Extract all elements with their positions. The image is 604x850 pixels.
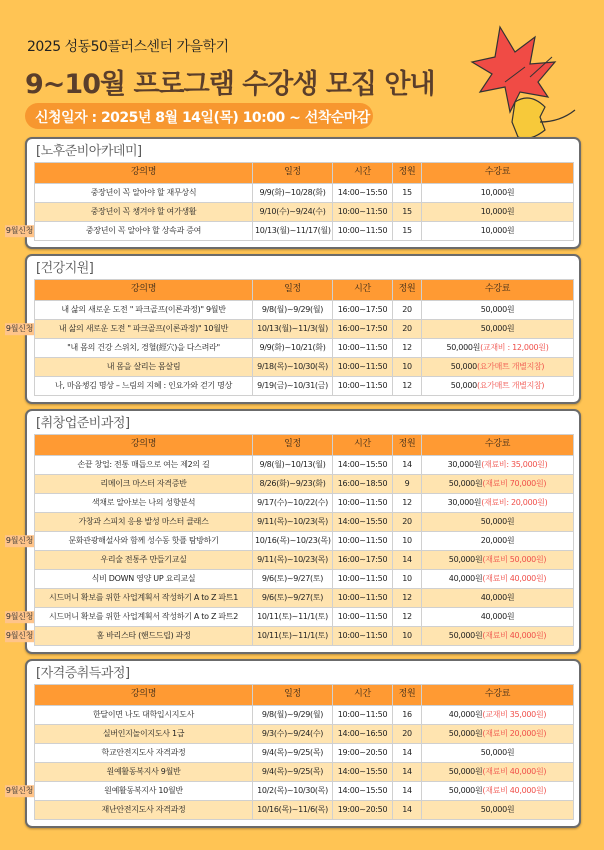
schedule-cell: 10/16(목)~11/6(목): [253, 801, 333, 820]
time-cell: 19:00~20:50: [333, 801, 393, 820]
column-header: 일정: [253, 163, 333, 184]
program-section: [5, 137, 581, 249]
time-cell: 14:00~15:50: [333, 184, 393, 203]
table-row: [35, 744, 574, 763]
schedule-cell: 10/13(월)~11/3(월): [253, 320, 333, 339]
time-cell: 16:00~17:50: [333, 551, 393, 570]
course-name-cell: [35, 725, 253, 744]
column-header: 강의명: [35, 685, 253, 706]
schedule-cell: 9/11(목)~10/23(목): [253, 551, 333, 570]
capacity-cell: 14: [393, 744, 422, 763]
table-row: [35, 222, 574, 241]
fee-note: (재료비: 35,000원): [481, 460, 548, 469]
time-cell: 10:00~11:50: [333, 532, 393, 551]
capacity-cell: 14: [393, 801, 422, 820]
time-cell: 10:00~11:50: [333, 627, 393, 646]
fee: 30,000원: [447, 460, 482, 469]
course-name: 가창과 스피치 응용 발성 마스터 클래스: [78, 517, 209, 526]
table-row: [35, 301, 574, 320]
schedule-cell: 9/3(수)~9/24(수): [253, 725, 333, 744]
autumn-leaves-icon: [460, 22, 590, 152]
fee-cell: [422, 763, 574, 782]
course-name-cell: [35, 358, 253, 377]
capacity-cell: 10: [393, 570, 422, 589]
fee-note: (요가매트 개별지참): [476, 362, 545, 371]
schedule-cell: 10/13(월)~11/17(월): [253, 222, 333, 241]
fee-cell: [422, 301, 574, 320]
september-apply-badge: 9월신청: [5, 324, 33, 334]
course-name-cell: [5, 608, 253, 627]
capacity-cell: 10: [393, 358, 422, 377]
course-name-cell: [35, 475, 253, 494]
course-name: 시드머니 확보를 위한 사업계획서 작성하기 A to Z 파트1: [48, 593, 239, 602]
time-cell: 10:00~11:50: [333, 608, 393, 627]
time-cell: 10:00~11:50: [333, 203, 393, 222]
time-cell: 10:00~11:50: [333, 706, 393, 725]
course-name-cell: [35, 801, 253, 820]
fee: 20,000원: [480, 536, 515, 545]
fee: 40,000원: [448, 710, 483, 719]
table-row: [35, 358, 574, 377]
fee-note: (재료비 70,000원): [482, 479, 547, 488]
capacity-cell: 15: [393, 184, 422, 203]
schedule-cell: 9/8(월)~9/29(월): [253, 301, 333, 320]
fee-note: (재료비 40,000원): [482, 631, 547, 640]
fee-note: (재료비 40,000원): [482, 767, 547, 776]
schedule-cell: 10/11(토)~11/1(토): [253, 627, 333, 646]
fee-cell: [422, 475, 574, 494]
capacity-cell: 14: [393, 456, 422, 475]
time-cell: 14:00~15:50: [333, 763, 393, 782]
course-name: 손끝 창업: 전통 매듭으로 여는 제2의 길: [77, 460, 210, 469]
fee-cell: [422, 589, 574, 608]
fee: 50,000원: [448, 631, 483, 640]
fee: 50,000원: [480, 517, 515, 526]
column-header: 시간: [333, 163, 393, 184]
course-name-cell: [35, 589, 253, 608]
fee: 50,000: [450, 362, 477, 371]
fee: 40,000원: [480, 612, 515, 621]
table-header: [35, 163, 574, 184]
course-name: 학교안전지도사 자격과정: [101, 748, 186, 757]
course-name-cell: [35, 203, 253, 222]
column-header: 강의명: [35, 435, 253, 456]
fee-cell: [422, 222, 574, 241]
fee: 50,000원: [480, 305, 515, 314]
schedule-cell: 10/16(목)~10/23(목): [253, 532, 333, 551]
schedule-cell: 9/6(토)~9/27(토): [253, 589, 333, 608]
time-cell: 10:00~11:50: [333, 589, 393, 608]
course-name-cell: [5, 782, 253, 801]
program-section: [5, 254, 581, 404]
program-table: [5, 279, 574, 396]
program-table: [5, 162, 574, 241]
fee-cell: [422, 570, 574, 589]
course-name: 중장년이 꼭 알아야 할 재무상식: [90, 188, 197, 197]
fee-note: (교재비 : 12,000원): [480, 343, 549, 352]
time-cell: 10:00~11:50: [333, 570, 393, 589]
course-name: 문화관광해설사와 함께 성수동 핫플 탐방하기: [68, 536, 219, 545]
fee-cell: [422, 744, 574, 763]
column-header: 정원: [393, 435, 422, 456]
course-name: 우리술 전통주 만들기교실: [100, 555, 187, 564]
course-name-cell: [35, 301, 253, 320]
fee: 50,000원: [448, 729, 483, 738]
column-header: 강의명: [35, 163, 253, 184]
schedule-cell: 9/18(목)~10/30(목): [253, 358, 333, 377]
fee: 30,000원: [447, 498, 482, 507]
column-header: 수강료: [422, 685, 574, 706]
schedule-cell: 9/19(금)~10/31(금): [253, 377, 333, 396]
fee-cell: [422, 801, 574, 820]
fee-note: (교재비 35,000원): [482, 710, 547, 719]
capacity-cell: 12: [393, 494, 422, 513]
program-section: [5, 409, 581, 654]
table-row: [35, 513, 574, 532]
fee-cell: [422, 532, 574, 551]
program-table: [5, 434, 574, 646]
schedule-cell: 9/11(목)~10/23(목): [253, 513, 333, 532]
time-cell: 16:00~17:50: [333, 320, 393, 339]
table-row: [35, 377, 574, 396]
course-name-cell: [5, 222, 253, 241]
capacity-cell: 12: [393, 377, 422, 396]
course-name: 색채로 알아보는 나의 성향분석: [91, 498, 196, 507]
column-header: 일정: [253, 435, 333, 456]
course-name-cell: [35, 744, 253, 763]
schedule-cell: 9/9(화)~10/21(화): [253, 339, 333, 358]
fee: 50,000원: [448, 767, 483, 776]
section-title: [노후준비아카데미]: [36, 144, 142, 159]
schedule-cell: 9/4(목)~9/25(목): [253, 744, 333, 763]
fee-note: (재료비 40,000원): [482, 574, 547, 583]
course-name: 중장년이 꼭 챙겨야 할 여가생활: [90, 207, 197, 216]
fee-cell: [422, 456, 574, 475]
course-name: 리메이크 마스터 자격증반: [100, 479, 187, 488]
course-name-cell: [35, 456, 253, 475]
table-row: [35, 570, 574, 589]
fee-cell: [422, 627, 574, 646]
subtitle: 2025 성동50플러스센터 가을학기: [27, 39, 229, 55]
course-name: 원예활동복지사 10월반: [104, 786, 183, 795]
fee-cell: [422, 706, 574, 725]
fee-cell: [422, 725, 574, 744]
course-name-cell: [35, 377, 253, 396]
fee: 50,000원: [448, 786, 483, 795]
course-name: 재난안전지도사 자격과정: [101, 805, 186, 814]
time-cell: 10:00~11:50: [333, 339, 393, 358]
course-name-cell: [5, 532, 253, 551]
fee-cell: [422, 320, 574, 339]
course-name: 홈 바리스타 (핸드드립) 과정: [96, 631, 191, 640]
column-header: 시간: [333, 435, 393, 456]
capacity-cell: 12: [393, 339, 422, 358]
time-cell: 10:00~11:50: [333, 377, 393, 396]
course-name-cell: [35, 763, 253, 782]
fee: 40,000원: [448, 574, 483, 583]
column-header: 일정: [253, 685, 333, 706]
time-cell: 16:00~18:50: [333, 475, 393, 494]
program-table: [5, 684, 574, 820]
fee-cell: [422, 203, 574, 222]
schedule-cell: 9/10(수)~9/24(수): [253, 203, 333, 222]
fee-cell: [422, 551, 574, 570]
fee-cell: [422, 494, 574, 513]
table-row: [35, 203, 574, 222]
table-header: [35, 435, 574, 456]
fee-cell: [422, 782, 574, 801]
schedule-cell: 9/6(토)~9/27(토): [253, 570, 333, 589]
september-apply-badge: 9월신청: [5, 226, 33, 236]
time-cell: 14:00~15:50: [333, 456, 393, 475]
course-name: 식비 DOWN 영양 UP 요리교실: [91, 574, 196, 583]
course-name-cell: [35, 184, 253, 203]
time-cell: 14:00~15:50: [333, 513, 393, 532]
fee-note: (재료비 20,000원): [482, 729, 547, 738]
table-row: [35, 532, 574, 551]
section-title: [취창업준비과정]: [36, 416, 130, 431]
capacity-cell: 10: [393, 627, 422, 646]
course-name-cell: [5, 627, 253, 646]
course-name: 내 몸을 살리는 몸살림: [106, 362, 181, 371]
table-row: [35, 608, 574, 627]
course-name-cell: [35, 339, 253, 358]
column-header: 수강료: [422, 280, 574, 301]
schedule-cell: 9/8(월)~9/29(월): [253, 706, 333, 725]
capacity-cell: 14: [393, 782, 422, 801]
table-header: [35, 280, 574, 301]
fee-cell: [422, 358, 574, 377]
schedule-cell: 10/11(토)~11/1(토): [253, 608, 333, 627]
fee-cell: [422, 377, 574, 396]
table-header: [35, 685, 574, 706]
course-name-cell: [35, 551, 253, 570]
table-row: [35, 551, 574, 570]
time-cell: 10:00~11:50: [333, 358, 393, 377]
september-apply-badge: 9월신청: [5, 631, 33, 641]
schedule-cell: 9/8(월)~10/13(월): [253, 456, 333, 475]
fee: 10,000원: [480, 188, 515, 197]
capacity-cell: 16: [393, 706, 422, 725]
capacity-cell: 20: [393, 513, 422, 532]
column-header: 정원: [393, 280, 422, 301]
table-row: [35, 725, 574, 744]
time-cell: 16:00~17:50: [333, 301, 393, 320]
course-name-cell: [35, 494, 253, 513]
table-row: [35, 782, 574, 801]
column-header: 일정: [253, 280, 333, 301]
capacity-cell: 15: [393, 203, 422, 222]
application-date-banner: 신청일자 : 2025년 8월 14일(목) 10:00 ~ 선착순마감: [25, 103, 373, 129]
table-row: [35, 763, 574, 782]
capacity-cell: 10: [393, 532, 422, 551]
september-apply-badge: 9월신청: [5, 786, 33, 796]
fee-note: (재료비 50,000원): [482, 555, 547, 564]
fee: 50,000원: [448, 555, 483, 564]
capacity-cell: 12: [393, 589, 422, 608]
column-header: 수강료: [422, 435, 574, 456]
column-header: 수강료: [422, 163, 574, 184]
fee-note: (재료비 40,000원): [482, 786, 547, 795]
column-header: 정원: [393, 163, 422, 184]
column-header: 시간: [333, 685, 393, 706]
capacity-cell: 20: [393, 725, 422, 744]
course-name: 중장년이 꼭 알아야 할 상속과 증여: [85, 226, 202, 235]
schedule-cell: 9/9(화)~10/28(화): [253, 184, 333, 203]
table-row: [35, 339, 574, 358]
page-title: 9~10월 프로그램 수강생 모집 안내: [25, 69, 435, 100]
course-name: 한달이면 나도 대학입시지도사: [92, 710, 195, 719]
schedule-cell: 9/4(목)~9/25(목): [253, 763, 333, 782]
fee: 10,000원: [480, 226, 515, 235]
fee-note: (재료비: 20,000원): [481, 498, 548, 507]
table-row: [35, 627, 574, 646]
course-name-cell: [35, 570, 253, 589]
table-row: [35, 184, 574, 203]
september-apply-badge: 9월신청: [5, 612, 33, 622]
course-name-cell: [35, 706, 253, 725]
course-name: 시드머니 확보를 위한 사업계획서 작성하기 A to Z 파트2: [48, 612, 239, 621]
course-name: 내 삶의 새로운 도전 " 파크골프(이론과정)" 9월반: [61, 305, 226, 314]
capacity-cell: 20: [393, 320, 422, 339]
capacity-cell: 20: [393, 301, 422, 320]
fee: 10,000원: [480, 207, 515, 216]
program-sections: [5, 137, 581, 841]
capacity-cell: 15: [393, 222, 422, 241]
fee-cell: [422, 184, 574, 203]
course-name: 실버인지놀이지도사 1급: [102, 729, 185, 738]
course-name: 원예활동복지사 9월반: [106, 767, 181, 776]
course-name-cell: [35, 513, 253, 532]
fee: 50,000원: [480, 324, 515, 333]
schedule-cell: 9/17(수)~10/22(수): [253, 494, 333, 513]
course-name: 내 삶의 새로운 도전 " 파크골프(이론과정)" 10월반: [58, 324, 229, 333]
time-cell: 14:00~15:50: [333, 782, 393, 801]
time-cell: 19:00~20:50: [333, 744, 393, 763]
table-row: [35, 589, 574, 608]
table-row: [35, 320, 574, 339]
fee-cell: [422, 339, 574, 358]
fee: 50,000: [450, 381, 477, 390]
time-cell: 14:00~16:50: [333, 725, 393, 744]
capacity-cell: 14: [393, 763, 422, 782]
table-row: [35, 801, 574, 820]
fee: 40,000원: [480, 593, 515, 602]
capacity-cell: 9: [393, 475, 422, 494]
program-section: [5, 659, 581, 828]
table-row: [35, 494, 574, 513]
section-title: [건강지원]: [36, 261, 94, 276]
fee-cell: [422, 513, 574, 532]
fee-note: (요가매트 개별지참): [476, 381, 545, 390]
course-name: "내 몸의 건강 스위치, 경혈(經穴)을 다스려라": [67, 343, 220, 352]
column-header: 시간: [333, 280, 393, 301]
fee: 50,000원: [480, 805, 515, 814]
time-cell: 10:00~11:50: [333, 494, 393, 513]
table-row: [35, 706, 574, 725]
capacity-cell: 14: [393, 551, 422, 570]
course-name: 나, 마음챙김 명상 – 느림의 지혜 : 인요가와 걷기 명상: [54, 381, 233, 390]
column-header: 정원: [393, 685, 422, 706]
table-row: [35, 456, 574, 475]
capacity-cell: 12: [393, 608, 422, 627]
fee: 50,000원: [448, 479, 483, 488]
course-name-cell: [5, 320, 253, 339]
fee: 50,000원: [446, 343, 481, 352]
schedule-cell: 8/26(화)~9/23(화): [253, 475, 333, 494]
september-apply-badge: 9월신청: [5, 536, 33, 546]
table-row: [35, 475, 574, 494]
fee-cell: [422, 608, 574, 627]
column-header: 강의명: [35, 280, 253, 301]
section-title: [자격증취득과정]: [36, 666, 130, 681]
time-cell: 10:00~11:50: [333, 222, 393, 241]
schedule-cell: 10/2(목)~10/30(목): [253, 782, 333, 801]
fee: 50,000원: [480, 748, 515, 757]
